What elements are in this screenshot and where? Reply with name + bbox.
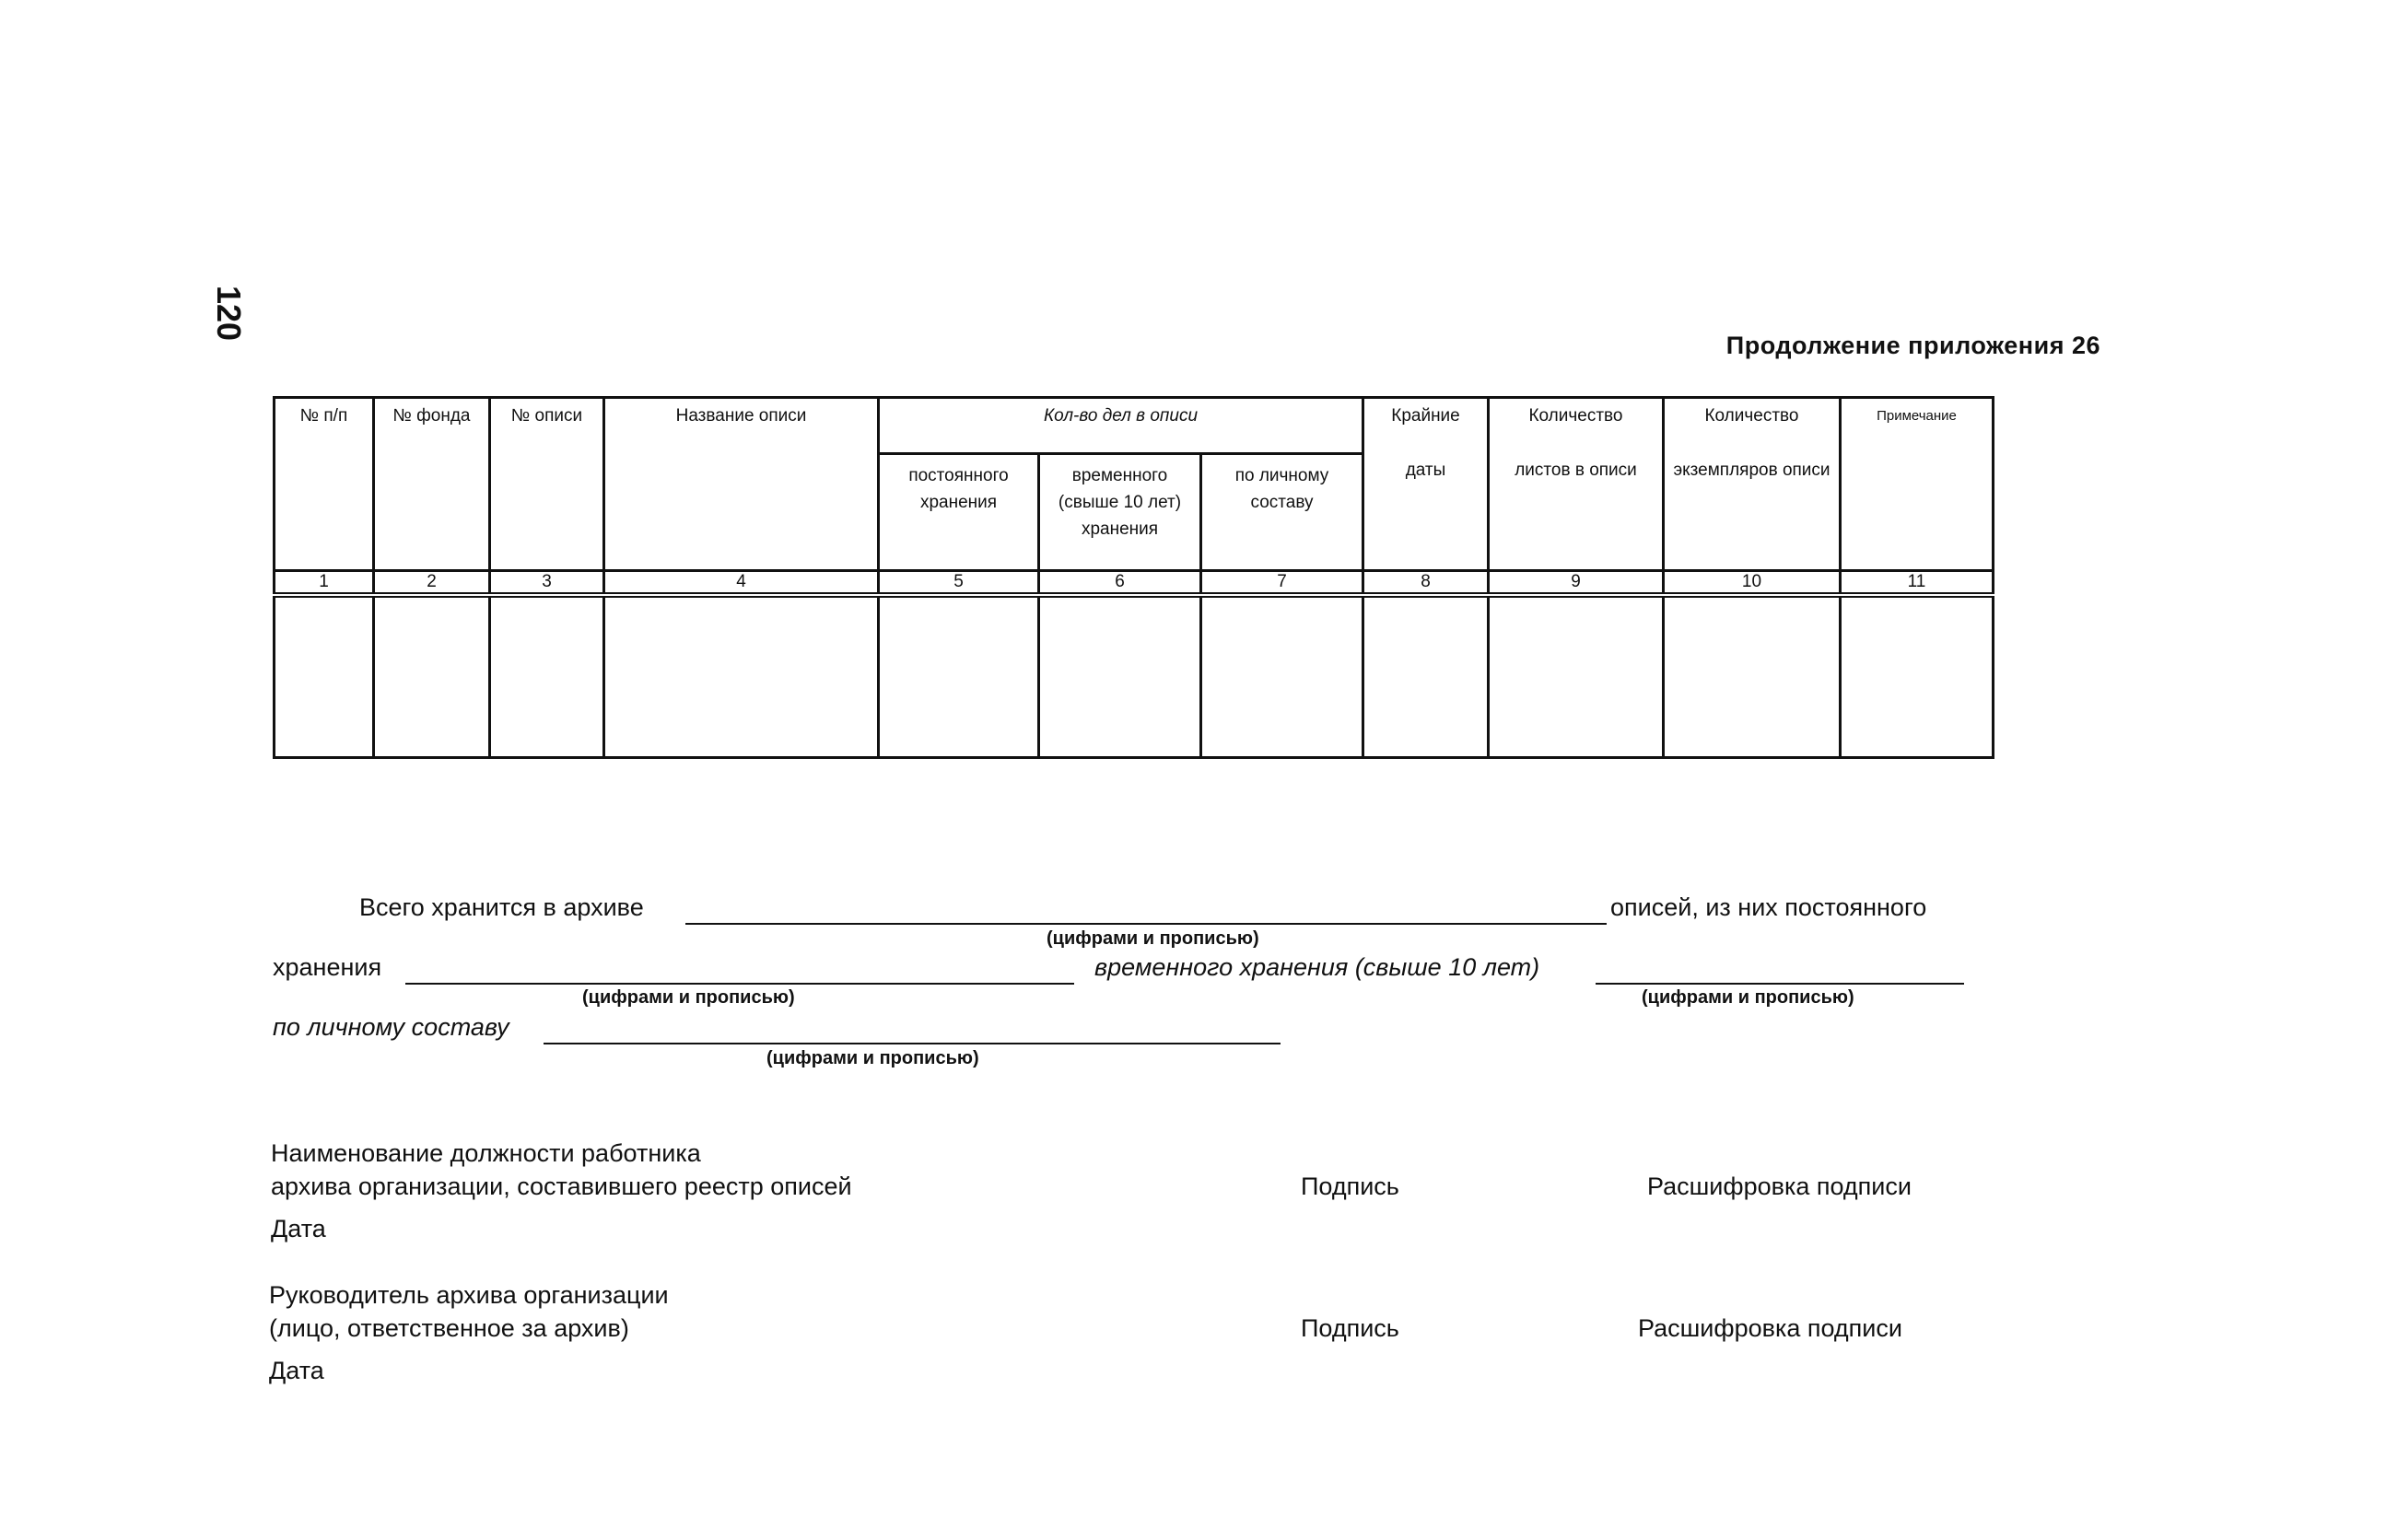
table-cell[interactable]	[374, 595, 490, 758]
table-cell[interactable]	[1039, 595, 1201, 758]
column-number: 3	[490, 571, 604, 596]
registry-table	[273, 396, 1994, 759]
table-cell[interactable]	[604, 595, 879, 758]
head-position-line2: (лицо, ответственное за архив)	[269, 1314, 629, 1342]
column-number: 11	[1841, 571, 1994, 596]
table-row	[275, 595, 1994, 758]
summary-total-field[interactable]	[685, 923, 1607, 925]
header-extreme-dates-bottom: даты	[1405, 461, 1446, 480]
column-number: 2	[374, 571, 490, 596]
table-column-numbers-row	[275, 571, 1994, 596]
header-inventory-name: Название описи	[604, 398, 879, 571]
header-copies-count	[1664, 398, 1841, 571]
column-number: 7	[1201, 571, 1363, 596]
appendix-title: Продолжение приложения 26	[1725, 332, 2100, 359]
head-position-line1: Руководитель архива организации	[269, 1281, 669, 1309]
column-number: 9	[1489, 571, 1664, 596]
summary-hint: (цифрами и прописью)	[582, 987, 795, 1008]
summary-temporary-field[interactable]	[1596, 983, 1964, 985]
summary-temporary-label: временного хранения (свыше 10 лет)	[1094, 953, 1540, 981]
header-note: Примечание	[1841, 398, 1994, 571]
signature-block-head	[269, 1278, 669, 1387]
header-copies-count-top: Количество	[1704, 406, 1799, 426]
header-sheets-count-top: Количество	[1528, 406, 1623, 426]
column-number: 10	[1664, 571, 1841, 596]
table-cell[interactable]	[1489, 595, 1664, 758]
table-cell[interactable]	[879, 595, 1039, 758]
summary-hint: (цифрами и прописью)	[1642, 987, 1854, 1008]
column-number: 8	[1363, 571, 1489, 596]
summary-permanent-label: хранения	[273, 953, 382, 981]
column-number: 6	[1039, 571, 1201, 596]
page-number: 120	[210, 285, 248, 342]
signature-block-compiler	[271, 1137, 852, 1245]
table-cell[interactable]	[490, 595, 604, 758]
column-number: 5	[879, 571, 1039, 596]
header-inventory-number: № описи	[490, 398, 604, 571]
summary-personnel-label: по личному составу	[273, 1013, 509, 1041]
header-personnel: по личному составу	[1201, 454, 1363, 571]
header-sheets-count	[1489, 398, 1664, 571]
head-date-label: Дата	[269, 1357, 324, 1384]
compiler-signature-label: Подпись	[1301, 1172, 1399, 1200]
header-fund-number: № фонда	[374, 398, 490, 571]
header-copies-count-bottom: экземпляров описи	[1673, 461, 1830, 480]
table-header-row-top	[275, 398, 1994, 454]
header-sheets-count-bottom: листов в описи	[1515, 461, 1637, 480]
table-cell[interactable]	[275, 595, 374, 758]
header-extreme-dates-top: Крайние	[1391, 406, 1460, 426]
summary-permanent-field[interactable]	[405, 983, 1074, 985]
header-cases-count-group: Кол-во дел в описи	[879, 398, 1363, 454]
compiler-signature-decode-label: Расшифровка подписи	[1647, 1172, 1912, 1200]
table-cell[interactable]	[1841, 595, 1994, 758]
compiler-date-label: Дата	[271, 1215, 326, 1242]
column-number: 4	[604, 571, 879, 596]
header-row-number: № п/п	[275, 398, 374, 571]
summary-total-label: Всего хранится в архиве	[359, 893, 644, 921]
table-cell[interactable]	[1363, 595, 1489, 758]
table-cell[interactable]	[1201, 595, 1363, 758]
column-number: 1	[275, 571, 374, 596]
head-signature-label: Подпись	[1301, 1314, 1399, 1342]
summary-hint: (цифрами и прописью)	[1047, 928, 1259, 949]
head-signature-decode-label: Расшифровка подписи	[1638, 1314, 1902, 1342]
summary-hint: (цифрами и прописью)	[766, 1048, 979, 1068]
table-cell[interactable]	[1664, 595, 1841, 758]
compiler-position-line2: архива организации, составившего реестр описей	[271, 1172, 852, 1200]
header-extreme-dates	[1363, 398, 1489, 571]
header-temporary-storage: временного (свыше 10 лет) хранения	[1039, 454, 1201, 571]
compiler-position-line1: Наименование должности работника	[271, 1139, 701, 1167]
summary-block	[273, 893, 2005, 1078]
summary-personnel-field[interactable]	[544, 1043, 1281, 1044]
header-permanent-storage: постоянного хранения	[879, 454, 1039, 571]
summary-total-suffix: описей, из них постоянного	[1610, 893, 1927, 921]
